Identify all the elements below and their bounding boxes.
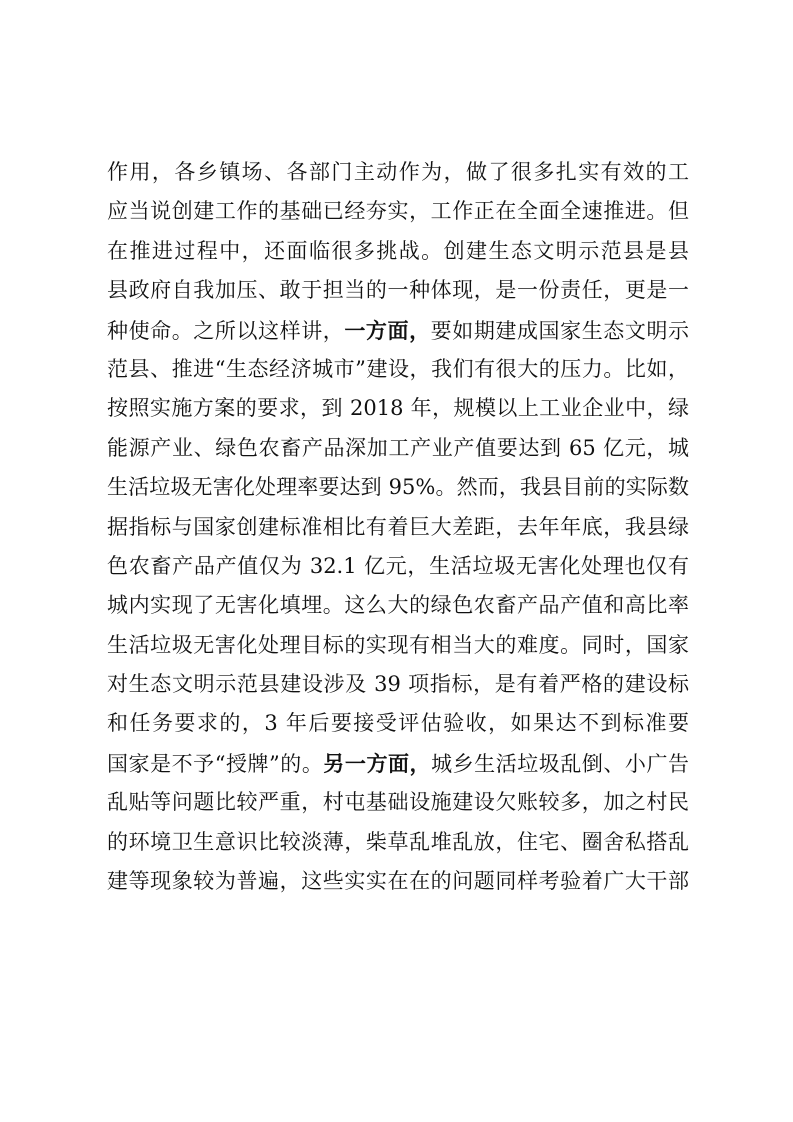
- line-text: [107, 830, 689, 854]
- text-line: [107, 626, 689, 665]
- text-line: [107, 704, 689, 743]
- text-line: [107, 192, 689, 231]
- line-text: [107, 752, 689, 776]
- bold-phrase: 另一方面，: [323, 750, 432, 776]
- text-segment: 生活垃圾无害化处理率要达到 95%。然而，我县目前的实际数: [107, 475, 689, 500]
- text-segment: 和任务要求的，3 年后要接受评估验收，如果达不到标准要: [107, 711, 689, 736]
- line-text: [107, 515, 689, 539]
- text-line: [107, 468, 689, 507]
- text-line: [107, 823, 689, 862]
- text-segment: 能源产业、绿色农畜产品深加工产业产值要达到 65 亿元，城: [107, 435, 689, 460]
- text-line: [107, 232, 689, 271]
- text-segment: 范县、推进“生态经济城市”建设，我们有很大的压力。比如，: [107, 356, 689, 381]
- text-segment: 的环境卫生意识比较淡薄，柴草乱堆乱放，住宅、圈舍私搭乱: [107, 829, 689, 854]
- text-segment: 在推进过程中，还面临很多挑战。创建生态文明示范县是县: [107, 238, 689, 263]
- line-text: [107, 160, 689, 192]
- document-body: [107, 153, 689, 901]
- text-segment: 色农畜产品产值仅为 32.1 亿元，生活垃圾无害化处理也仅有: [107, 553, 689, 578]
- line-text: [107, 593, 689, 617]
- line-text: [107, 436, 689, 468]
- text-segment: 对生态文明示范县建设涉及 39 项指标，是有着严格的建设标: [107, 672, 689, 697]
- text-line: [107, 350, 689, 389]
- text-line: [107, 547, 689, 586]
- line-text: [107, 672, 689, 704]
- text-segment: 城乡生活垃圾乱倒、小广告: [431, 751, 689, 776]
- text-line: [107, 153, 689, 192]
- text-line: [107, 783, 689, 822]
- text-line: [107, 271, 689, 310]
- line-text: [107, 396, 689, 428]
- line-text: [107, 869, 689, 893]
- text-line: [107, 429, 689, 468]
- text-line: [107, 389, 689, 428]
- text-segment: 应当说创建工作的基础已经夯实，工作正在全面全速推进。但: [107, 199, 689, 224]
- text-segment: 乱贴等问题比较严重，村屯基础设施建设欠账较多，加之村民: [107, 790, 689, 815]
- text-segment: 生活垃圾无害化处理目标的实现有相当大的难度。同时，国家: [107, 632, 689, 657]
- text-segment: 县政府自我加压、敢于担当的一种体现，是一份责任，更是一: [107, 278, 689, 303]
- line-text: [107, 790, 689, 814]
- line-text: [107, 199, 689, 223]
- text-segment: 作用，各乡镇场、各部门主动作为，做了很多扎实有效的工: [107, 160, 689, 184]
- line-text: [107, 475, 689, 499]
- line-text: [107, 711, 689, 743]
- text-line: [107, 862, 689, 901]
- text-line: [107, 508, 689, 547]
- line-text: [107, 278, 689, 302]
- text-line: [107, 586, 689, 625]
- text-segment: 按照实施方案的要求，到 2018 年，规模以上工业企业中，绿: [107, 396, 689, 421]
- line-text: [107, 357, 689, 381]
- text-segment: 要如期建成国家生态文明示: [430, 318, 689, 343]
- line-text: [107, 239, 689, 271]
- text-segment: 建等现象较为普遍，这些实实在在的问题同样考验着广大干部: [107, 869, 689, 894]
- text-segment: 种使命。之所以这样讲，: [107, 318, 345, 343]
- bold-phrase: 一方面，: [344, 317, 431, 343]
- text-line: [107, 665, 689, 704]
- line-text: [107, 319, 689, 343]
- text-line: [107, 744, 689, 783]
- text-line: [107, 311, 689, 350]
- line-text: [107, 633, 689, 657]
- text-segment: 据指标与国家创建标准相比有着巨大差距，去年年底，我县绿: [107, 514, 689, 539]
- text-segment: 城内实现了无害化填埋。这么大的绿色农畜产品产值和高比率: [107, 593, 689, 618]
- line-text: [107, 554, 689, 586]
- text-segment: 国家是不予“授牌”的。: [107, 751, 324, 776]
